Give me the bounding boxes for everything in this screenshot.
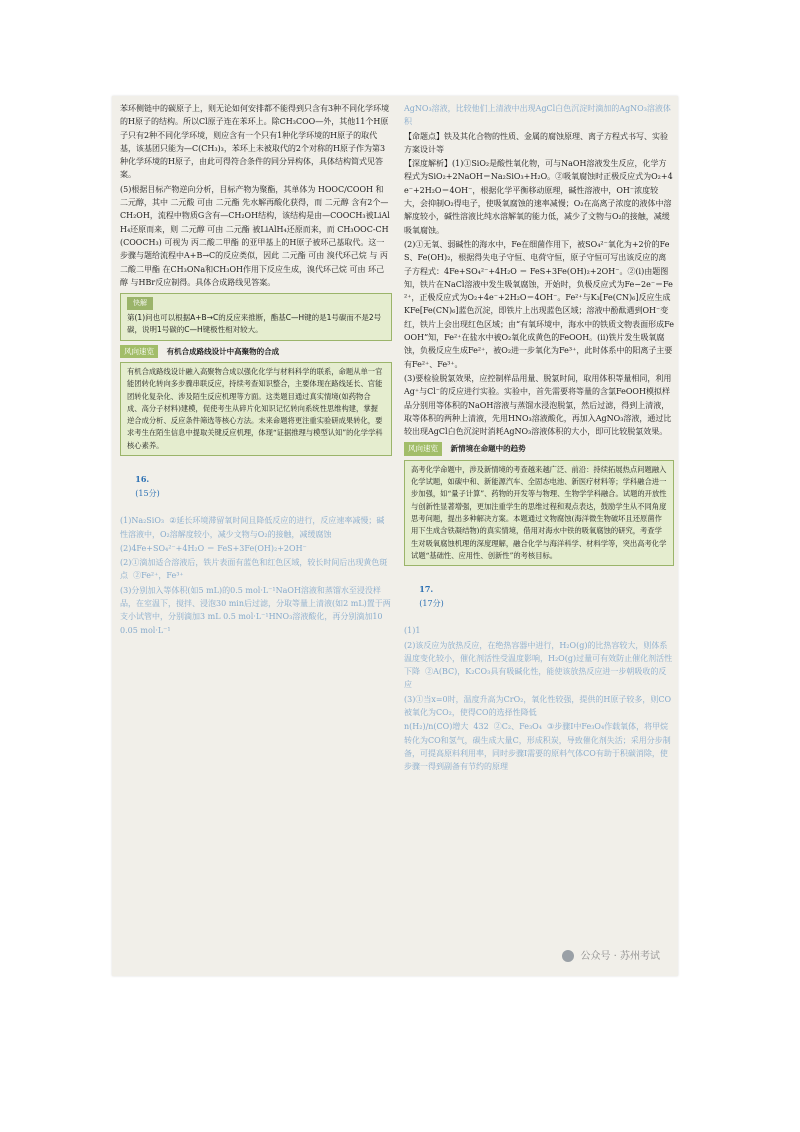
question-score: (15分) bbox=[135, 488, 160, 498]
paragraph-isomer: 苯环侧链中的碳原子上，则无论如何安排都不能得到只含有3种不同化学环境的H原子的结构。所以Cl原子连在苯环上。除CH₃COO—外，其他11个H原子只有2种不同化学环境，则应含有一个只有1种化学环境的H原子的取代基，该基团只能为—C(CH₃)₃，苯环上未被取代的2个对称的H原子作为第3种化学环境的H原子，由此可得符合条件的同分异构体，具体结构简式见答案。 bbox=[120, 104, 390, 180]
quick-tip-text: 第(1)问也可以根据A+B→C的反应来推断，酯基C—H键的是1号碳而不是2号碳，说明1号碳的C—H键极性相对较大。 bbox=[127, 312, 382, 335]
frontier-heading-right bbox=[404, 442, 674, 455]
analysis-p2: (2)①无氧、弱碱性的海水中，Fe在细菌作用下，被SO₄²⁻氧化为+2价的FeS、Fe(OH)₂，根据得失电子守恒、电荷守恒，原子守恒可写出该反应的离子方程式：4Fe+SO₄²⁻+4H₂O ＝ FeS+3Fe(OH)₂+2OH⁻。②(ⅰ)由题图知，铁片在NaCl溶液中发生吸氧腐蚀，开始时，负极反应式为Fe−2e⁻＝Fe²⁺，正极反应式为O₂+4e⁻+2H₂O＝4OH⁻。Fe²⁺与K₃[Fe(CN)₆]反应生成KFe[Fe(CN)₆]蓝色沉淀，即铁片上出现蓝色区域；溶液中酚酞遇到OH⁻变红，铁片上会出现红色区域；由“有氧环境中，海水中的铁质文物表面形成FeOOH”知，Fe²⁺在盐水中被O₂氧化成黄色的FeOOH。(ⅱ)铁片发生吸氧腐蚀，负极反应生成Fe²⁺，被O₂进一步氧化为Fe³⁺，此时体系中的阳离子主要有Fe²⁺、Fe³⁺。 bbox=[404, 239, 674, 369]
q16-answer-continued: AgNO₃溶液，比较他们上清液中出现AgCl白色沉淀时滴加的AgNO₃溶液体积 bbox=[404, 104, 671, 127]
frontier-title-right: 新情境在命题中的趋势 bbox=[450, 444, 526, 454]
left-column bbox=[120, 102, 392, 638]
q16-answer-4: (3)分别加入等体积(如5 mL)的0.5 mol·L⁻¹NaOH溶液和蒸馏水至浸没样品，在室温下，搅拌、浸泡30 min后过滤，分取等量上清液(如2 mL)置于两支小试管中，分别滴加3 mL 0.5 mol·L⁻¹HNO₃溶液酸化，再分别滴加10 0.05 mol·L⁻¹ bbox=[120, 585, 391, 635]
q16-answer-3: (2)①滴加适合溶液后，铁片表面有蓝色和红色区域，较长时间后出现黄色斑点 ②Fe²⁺，Fe³⁺ bbox=[120, 558, 388, 581]
analysis-p3: (3)要检验脱氯效果，应控制样品用量、脱氯时间，取用体积等量相同，利用Ag⁺与Cl⁻的反应进行实验。实验中，首先需要将等量的含氯FeOOH模拟样品分别用等体积的NaOH溶液与蒸馏水浸泡脱氯，然后过滤，得到上清液，取等体积的两种上清液，先用HNO₃溶液酸化，再加入AgNO₃溶液，通过比较出现AgCl白色沉淀时消耗AgNO₃溶液体积的大小，即可比较脱氯效果。 bbox=[404, 373, 672, 437]
frontier-heading bbox=[120, 345, 392, 358]
q17-answer-1: (1)1 bbox=[404, 626, 421, 636]
q16-answer-2: (2)4Fe+SO₄²⁻+4H₂O ＝ FeS+3Fe(OH)₂+2OH⁻ bbox=[120, 543, 307, 553]
watermark bbox=[562, 947, 660, 962]
question-17-header bbox=[404, 570, 674, 623]
q16-answer-1: (1)Na₂SiO₃ ②延长环境滞留氧时间且降低反应的进行，反应速率减慢；碱性溶液中，O₂溶解度较小，减少文物与O₂的接触，减缓腐蚀 bbox=[120, 516, 385, 539]
paragraph-synthesis: (5)根据目标产物逆向分析，目标产物为聚酯，其单体为 HOOC/COOH 和 二元醇，其中 二元酸 可由 二元酯 先水解再酸化获得，而 二元醇 含有2个—CH₂OH，流程中物质G含有—CH₂OH结构，该结构是由—COOCH₃被LiAlH₄还原而来，则 二元醇 可由 二元酯 被LiAlH₄还原而来，而 CH₃OOC-CH(COOCH₃) 可视为 丙二酸二甲酯 的亚甲基上的H原子被环己基取代。这一步骤与题给流程中A+B→C的反应类似，因此 二元酯 可由 溴代环己烷 与 丙二酸二甲酯 在CH₃ONa和CH₃OH作用下反应生成，溴代环己烷 可由 环己醇 与HBr反应制得。具体合成路线见答案。 bbox=[120, 184, 390, 287]
wechat-icon bbox=[562, 950, 574, 962]
q17-answer-3: (3)①当x=0时，温度升高为CrO₂，氧化性较强，提供的H原子较多，则CO被氧化为CO₂，使得CO的选择性降低 bbox=[404, 694, 672, 718]
q17-answer-2: (2)该反应为放热反应，在绝热容器中进行，H₂O(g)的比热容较大，则体系温度变化较小，催化剂活性受温度影响，H₂O(g)过量可有效防止催化剂活性下降 ②A(BC)，K₂CO₃具有吸碱化性，能使该放热反应进一步朝吸收的反应 bbox=[404, 640, 673, 690]
frontier-badge-right: 风向速览 bbox=[404, 442, 442, 455]
question-score-17: (17分) bbox=[419, 598, 444, 608]
analysis-p1 bbox=[404, 157, 674, 237]
frontier-box-right: 高考化学命题中，涉及新情境的考查越来越广泛、前沿：持续拓展热点问题融入化学试题，如碳中和、新能源汽车、全固态电池、新医疗材料等；学科融合进一步加强，如“量子计算”、药物的开发等与物理、生物学学科融合。试题的开放性与创新性显著增强，更加注重学生的思维过程和观点表达，鼓励学生从不同角度思考问题，提出多种解决方案。本题通过文物腐蚀(海洋微生物破坏且还原菌作用下生成含铁凝结物)的真实情境，借用对海水中铁的吸氧腐蚀的研究，考查学生对吸氧腐蚀机理的深度理解，融合化学与海洋科学、材料学等，突出高考化学试题“基础性、应用性、创新性”的考核目标。 bbox=[404, 460, 674, 566]
frontier-title: 有机合成路线设计中高聚物的合成 bbox=[166, 346, 280, 356]
question-number-17: 17. bbox=[419, 584, 434, 595]
right-column bbox=[404, 102, 674, 775]
topic-line: 【命题点】铁及其化合物的性质、金属的腐蚀原理、离子方程式书写、实验方案设计等 bbox=[404, 131, 668, 154]
quick-tip-box bbox=[120, 293, 392, 341]
watermark-text: 公众号 · 苏州考试 bbox=[580, 951, 660, 962]
frontier-badge: 风向速览 bbox=[120, 345, 158, 358]
q17-answer-4: n(H₂)/n(CO)增大 432 ②C₂、Fe₃O₄ ③步骤Ⅰ中Fe₃O₄作载氧体，将甲烷转化为CO和氢气，碳生成大量C，形成积炭，导致催化剂失活；采用分步制备，可提高原料利用率，同时步骤Ⅰ需要的原料气体CO有助于积碳消除，使步骤一得到副备有节约的原理 bbox=[404, 722, 671, 772]
question-16-header bbox=[120, 460, 392, 513]
frontier-box: 有机合成路线设计融入高聚物合成以强化化学与材料科学的联系，命题从单一官能团转化转向多步骤串联反应，持续考查知识整合，主要体现在路线延长、官能团转化复杂化、涉及陌生反应机理等方面。这类题目通过真实情境(如药物合成、高分子材料)建模，促使考生从碎片化知识记忆转向系统性思维构建，掌握逆合成分析、反应条件筛选等核心方法。未来命题将更注重实验研成果转化，要求考生在陌生信息中提取关键反应机理，体现“证据推理与模型认知”的化学学科核心素养。 bbox=[120, 362, 392, 456]
analysis-text-1: (1)①SiO₂是酸性氧化物，可与NaOH溶液发生反应，化学方程式为SiO₂+2NaOH＝Na₂SiO₃+H₂O。②吸氧腐蚀时正极反应式为O₂+4e⁻+2H₂O＝4OH⁻，根据化学平衡移动原理，碱性溶液中，OH⁻浓度较大，会抑制O₂得电子，使吸氧腐蚀的速率减慢；O₂在高离子浓度的液体中溶解度较小，碱性溶液比纯水溶解氧的能力低，减少了文物与O₂的接触，减缓吸氧腐蚀。 bbox=[404, 159, 673, 235]
question-number: 16. bbox=[135, 474, 150, 485]
answer-page bbox=[112, 96, 678, 976]
analysis-label: 【深度解析】 bbox=[404, 159, 452, 169]
quick-tip-label: 快解 bbox=[127, 297, 153, 310]
